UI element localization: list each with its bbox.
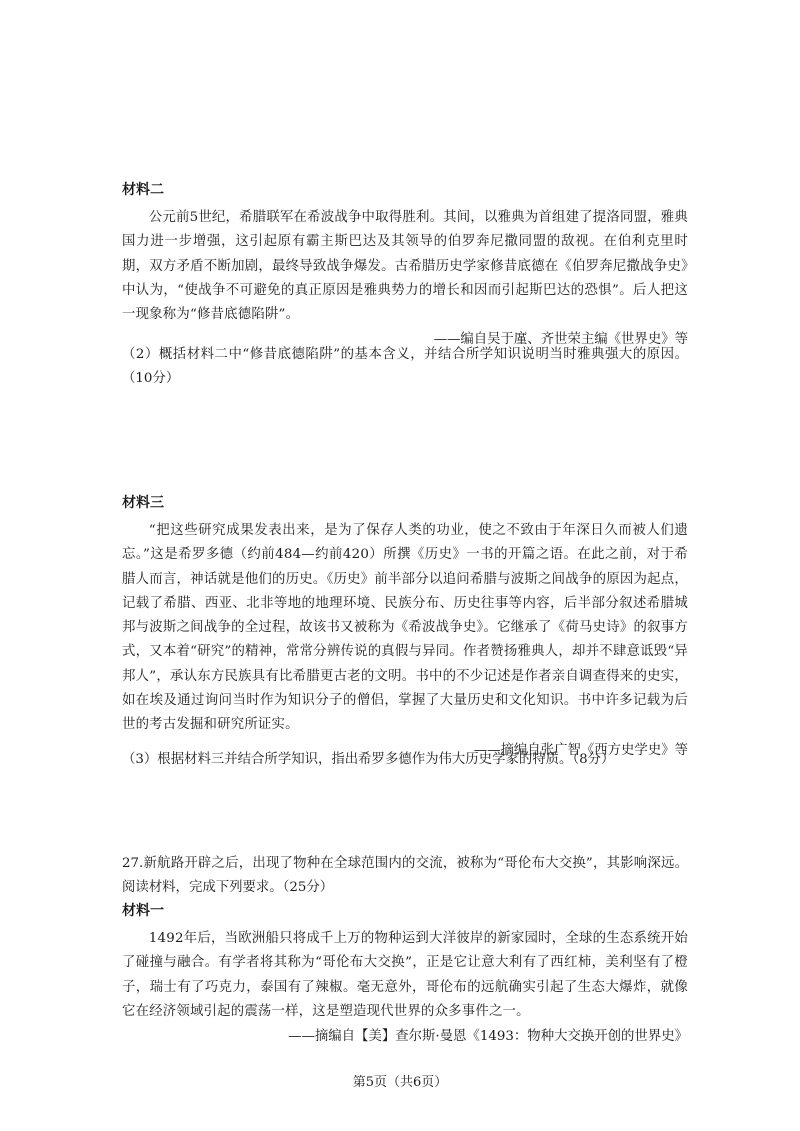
question-2	[122, 343, 688, 391]
question-3-text: （3）根据材料三并结合所学知识，指出希罗多德作为伟大历史学家的特质。（8分）	[122, 752, 615, 767]
material-3	[122, 493, 688, 763]
page-footer: 第5页（共6页）	[352, 1075, 448, 1090]
material-2-text: 公元前5世纪，希腊联军在希波战争中取得胜利。其间，以雅典为首组建了提洛同盟，雅典国力进一步增强，这引起原有霸主斯巴达及其领导的伯罗奔尼撒同盟的敌视。在伯利克里时期，双方矛盾不断加剧，最终导致战争爆发。古希腊历史学家修昔底德在《伯罗奔尼撒战争史》中认为，“使战争不可避免的真正原因是雅典势力的增长和因而引起斯巴达的恐惧”。后人把这一现象称为“修昔底德陷阱”。	[122, 210, 688, 323]
material-3-text: “把这些研究成果发表出来，是为了保存人类的功业，使之不致由于年深日久而被人们遗忘。”这是希罗多德（约前484—约前420）所撰《历史》一书的开篇之语。在此之前，对于希腊人而言，神话就是他们的历史。《历史》前半部分以追问希腊与波斯之间战争的原因为起点，记载了希腊、西亚、北非等地的地理环境、民族分布、历史往事等内容，后半部分叙述希腊城邦与波斯之间战争的全过程，故该书又被称为《希波战争史》。它继承了《荷马史诗》的叙事方式，又本着“研究”的精神，常常分辨传说的真假与异同。作者赞扬雅典人，却并不肆意诋毁“异邦人”，承认东方民族具有比希腊更古老的文明。书中的不少记述是作者亲自调查得来的史实，如在埃及通过询问当时作为知识分子的僧侣，掌握了大量历史和文化知识。书中许多记载为后世的考古发掘和研究所证实。	[122, 523, 688, 733]
material-1	[122, 901, 688, 1049]
question-27-text: 27.新航路开辟之后，出现了物种在全球范围内的交流，被称为“哥伦布大交换”，其影响深远。阅读材料，完成下列要求。（25分）	[122, 856, 688, 895]
question-3	[122, 748, 688, 772]
material-2-heading: 材料二	[122, 182, 164, 198]
question-27	[122, 852, 688, 900]
material-1-heading: 材料一	[122, 903, 164, 919]
material-2-source: ——编自吴于廑、齐世荣主编《世界史》等	[433, 332, 688, 348]
material-3-heading: 材料三	[122, 495, 164, 511]
question-2-text: （2）概括材料二中“修昔底德陷阱”的基本含义，并结合所学知识说明当时雅典强大的原因。（10分）	[122, 347, 688, 386]
material-1-text: 1492年后，当欧洲船只将成千上万的物种运到大洋彼岸的新家园时，全球的生态系统开始了碰撞与融合。有学者将其称为“哥伦布大交换”，正是它让意大利有了西红柿，美利坚有了橙子，瑞士有了巧克力，泰国有了辣椒。毫无意外，哥伦布的远航确实引起了生态大爆炸，就像它在经济领域引起的震荡一样，这是塑造现代世界的众多事件之一。	[122, 931, 688, 1019]
material-3-source: ——摘编自张广智《西方史学史》等	[473, 742, 688, 758]
material-1-source: ——摘编自【美】查尔斯·曼恩《1493：物种大交换开创的世界史》	[288, 1029, 688, 1045]
material-2	[122, 180, 688, 352]
